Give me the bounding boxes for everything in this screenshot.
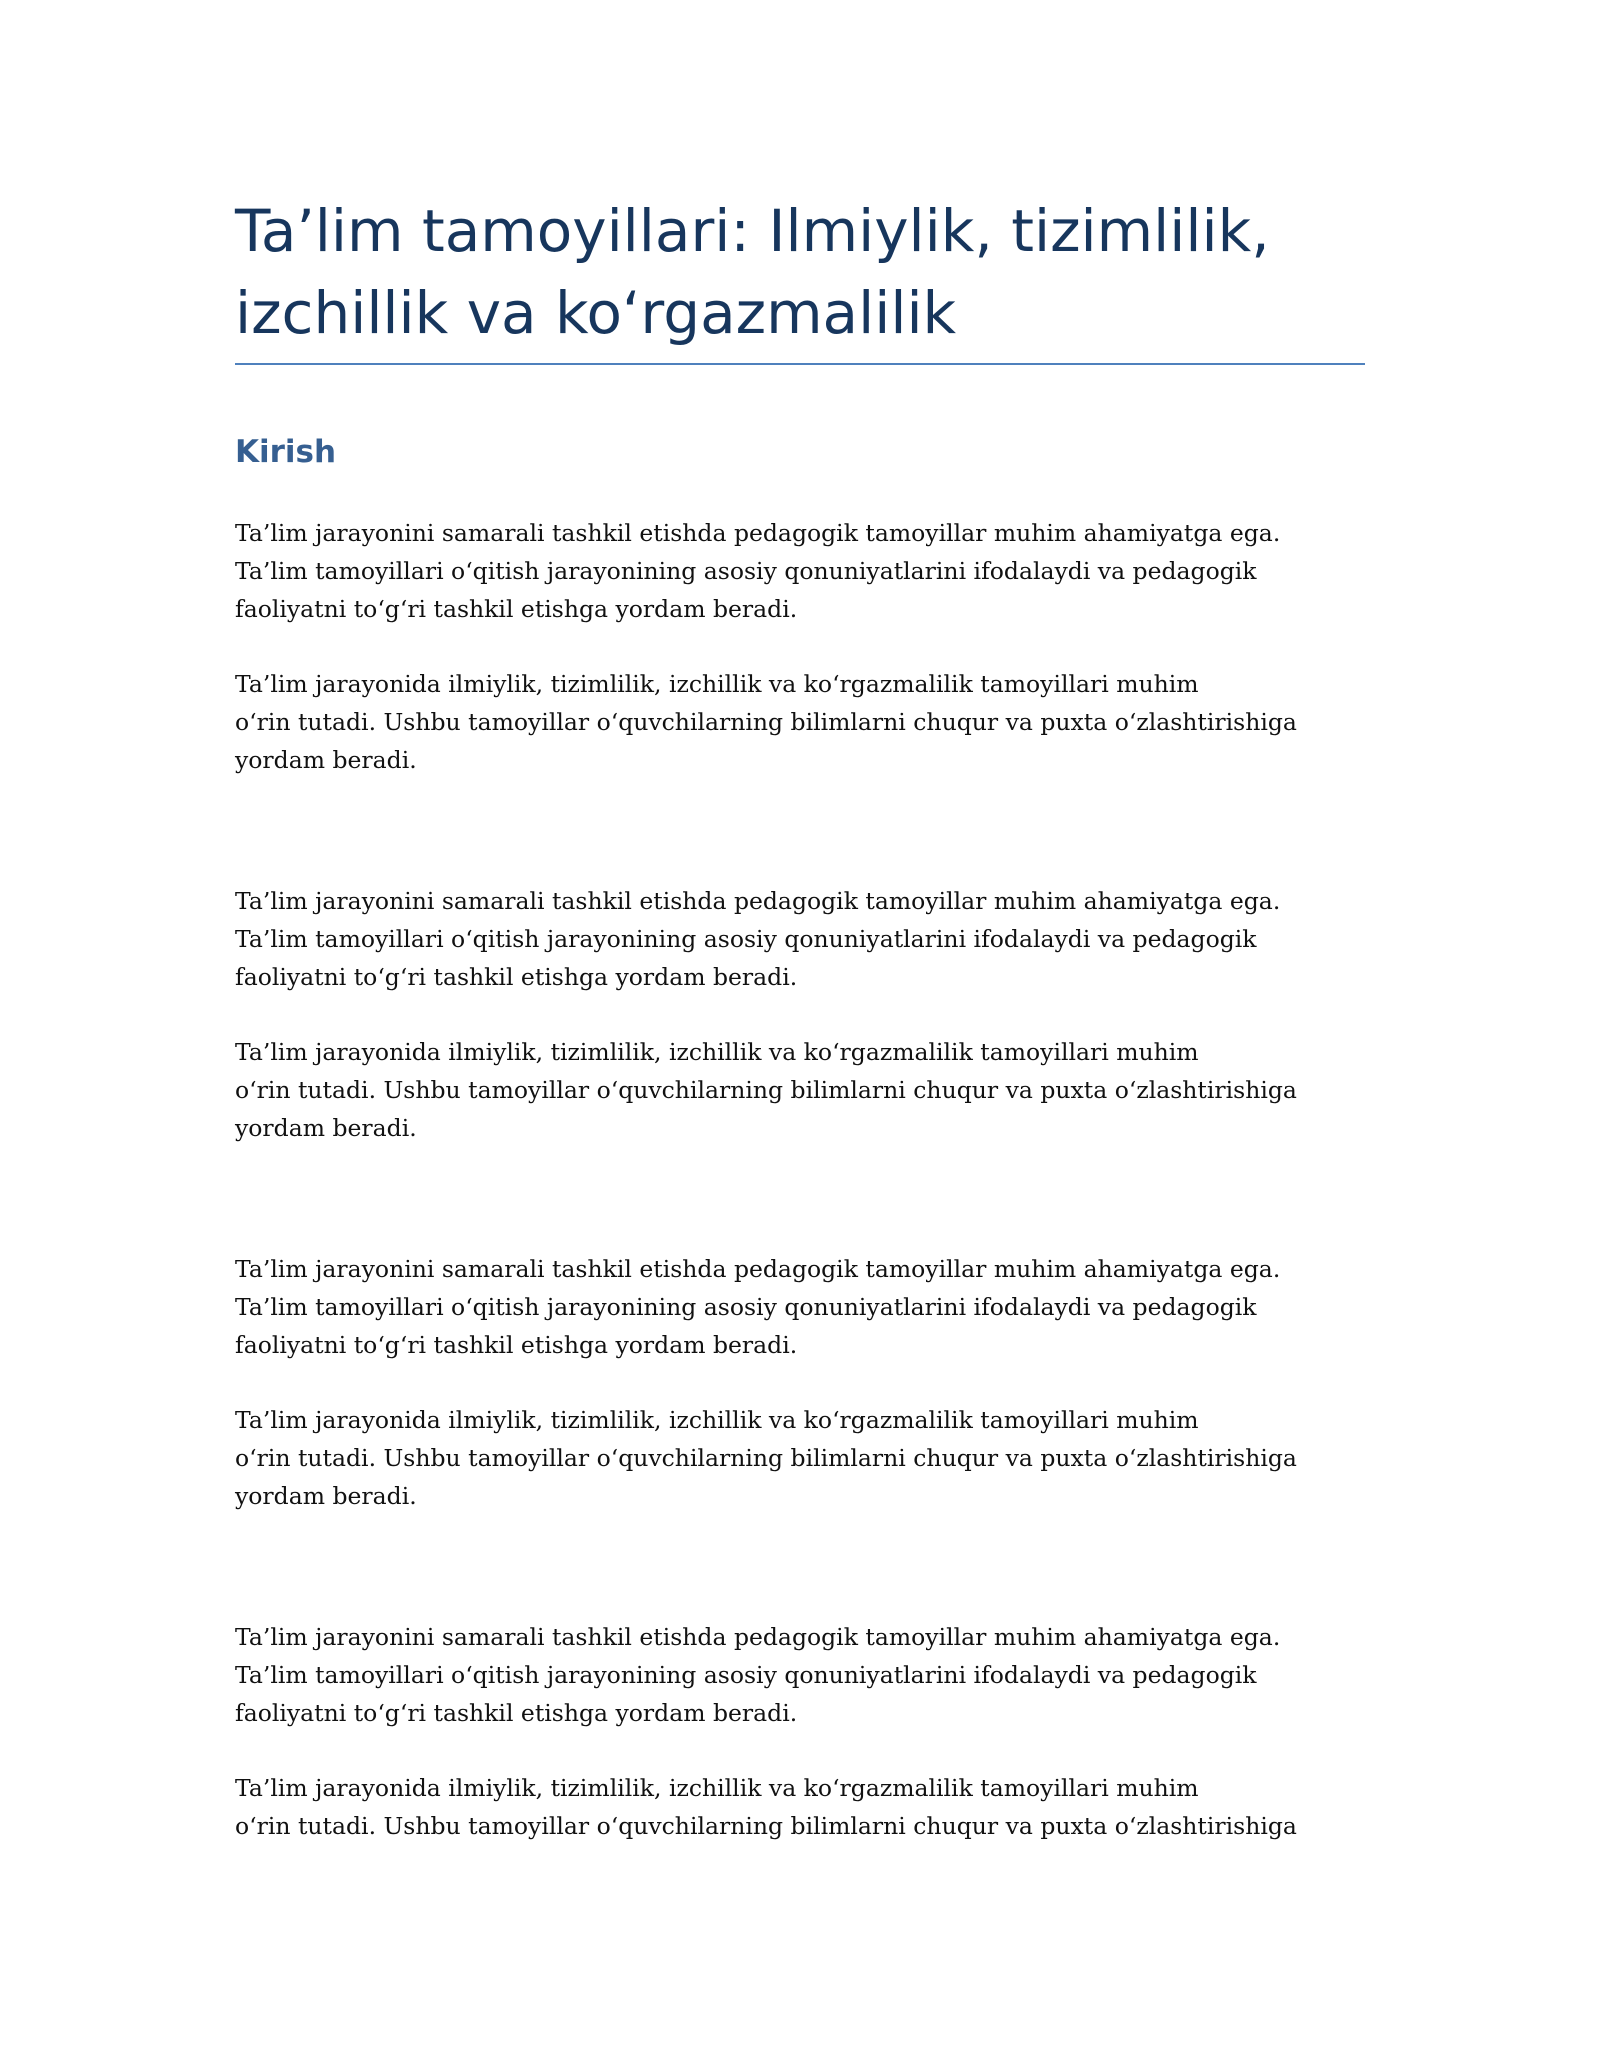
paragraph-line: faoliyatni toʻgʻri tashkil etishga yordam beradi. [235,963,798,991]
section-heading-kirish: Kirish [235,434,337,470]
paragraph-6 [235,1401,1345,1515]
document-title [235,190,1365,354]
title-line-2: izchillik va koʻrgazmalilik [235,279,957,347]
paragraph-line: oʻrin tutadi. Ushbu tamoyillar oʻquvchilarning bilimlarni chuqur va puxta oʻzlashtirishiga [235,1812,1297,1840]
paragraph-line: Ta’lim tamoyillari oʻqitish jarayonining asosiy qonuniyatlarini ifodalaydi va pedagogik [235,925,1257,953]
paragraph-line: oʻrin tutadi. Ushbu tamoyillar oʻquvchilarning bilimlarni chuqur va puxta oʻzlashtirishiga [235,708,1297,736]
title-line-1: Ta’lim tamoyillari: Ilmiylik, tizimlilik, [235,197,1270,265]
paragraph-5 [235,1250,1345,1364]
paragraph-line: faoliyatni toʻgʻri tashkil etishga yordam beradi. [235,1331,798,1359]
paragraph-7 [235,1618,1345,1732]
paragraph-line: Ta’lim tamoyillari oʻqitish jarayonining asosiy qonuniyatlarini ifodalaydi va pedagogik [235,1293,1257,1321]
paragraph-line: faoliyatni toʻgʻri tashkil etishga yordam beradi. [235,1699,798,1727]
paragraph-8 [235,1769,1345,1845]
paragraph-line: Ta’lim jarayonida ilmiylik, tizimlilik, izchillik va koʻrgazmalilik tamoyillari muhim [235,1406,1199,1434]
paragraph-line: Ta’lim jarayonida ilmiylik, tizimlilik, izchillik va koʻrgazmalilik tamoyillari muhim [235,670,1199,698]
paragraph-4 [235,1033,1345,1147]
paragraph-line: Ta’lim jarayonida ilmiylik, tizimlilik, izchillik va koʻrgazmalilik tamoyillari muhim [235,1774,1199,1802]
paragraph-2 [235,665,1345,779]
paragraph-line: yordam beradi. [235,1114,417,1142]
paragraph-line: yordam beradi. [235,1482,417,1510]
paragraph-line: faoliyatni toʻgʻri tashkil etishga yordam beradi. [235,595,798,623]
paragraph-line: Ta’lim tamoyillari oʻqitish jarayonining asosiy qonuniyatlarini ifodalaydi va pedagogik [235,1661,1257,1689]
paragraph-line: Ta’lim jarayonida ilmiylik, tizimlilik, izchillik va koʻrgazmalilik tamoyillari muhim [235,1038,1199,1066]
paragraph-line: Ta’lim jarayonini samarali tashkil etishda pedagogik tamoyillar muhim ahamiyatga ega. [235,519,1281,547]
paragraph-line: oʻrin tutadi. Ushbu tamoyillar oʻquvchilarning bilimlarni chuqur va puxta oʻzlashtirishiga [235,1076,1297,1104]
paragraph-1 [235,514,1345,628]
title-underline-divider [235,363,1365,365]
paragraph-line: Ta’lim jarayonini samarali tashkil etishda pedagogik tamoyillar muhim ahamiyatga ega. [235,1255,1281,1283]
paragraph-line: Ta’lim jarayonini samarali tashkil etishda pedagogik tamoyillar muhim ahamiyatga ega. [235,887,1281,915]
paragraph-line: Ta’lim jarayonini samarali tashkil etishda pedagogik tamoyillar muhim ahamiyatga ega. [235,1623,1281,1651]
paragraph-line: oʻrin tutadi. Ushbu tamoyillar oʻquvchilarning bilimlarni chuqur va puxta oʻzlashtirishiga [235,1444,1297,1472]
paragraph-3 [235,882,1345,996]
paragraph-line: yordam beradi. [235,746,417,774]
paragraph-line: Ta’lim tamoyillari oʻqitish jarayonining asosiy qonuniyatlarini ifodalaydi va pedagogik [235,557,1257,585]
